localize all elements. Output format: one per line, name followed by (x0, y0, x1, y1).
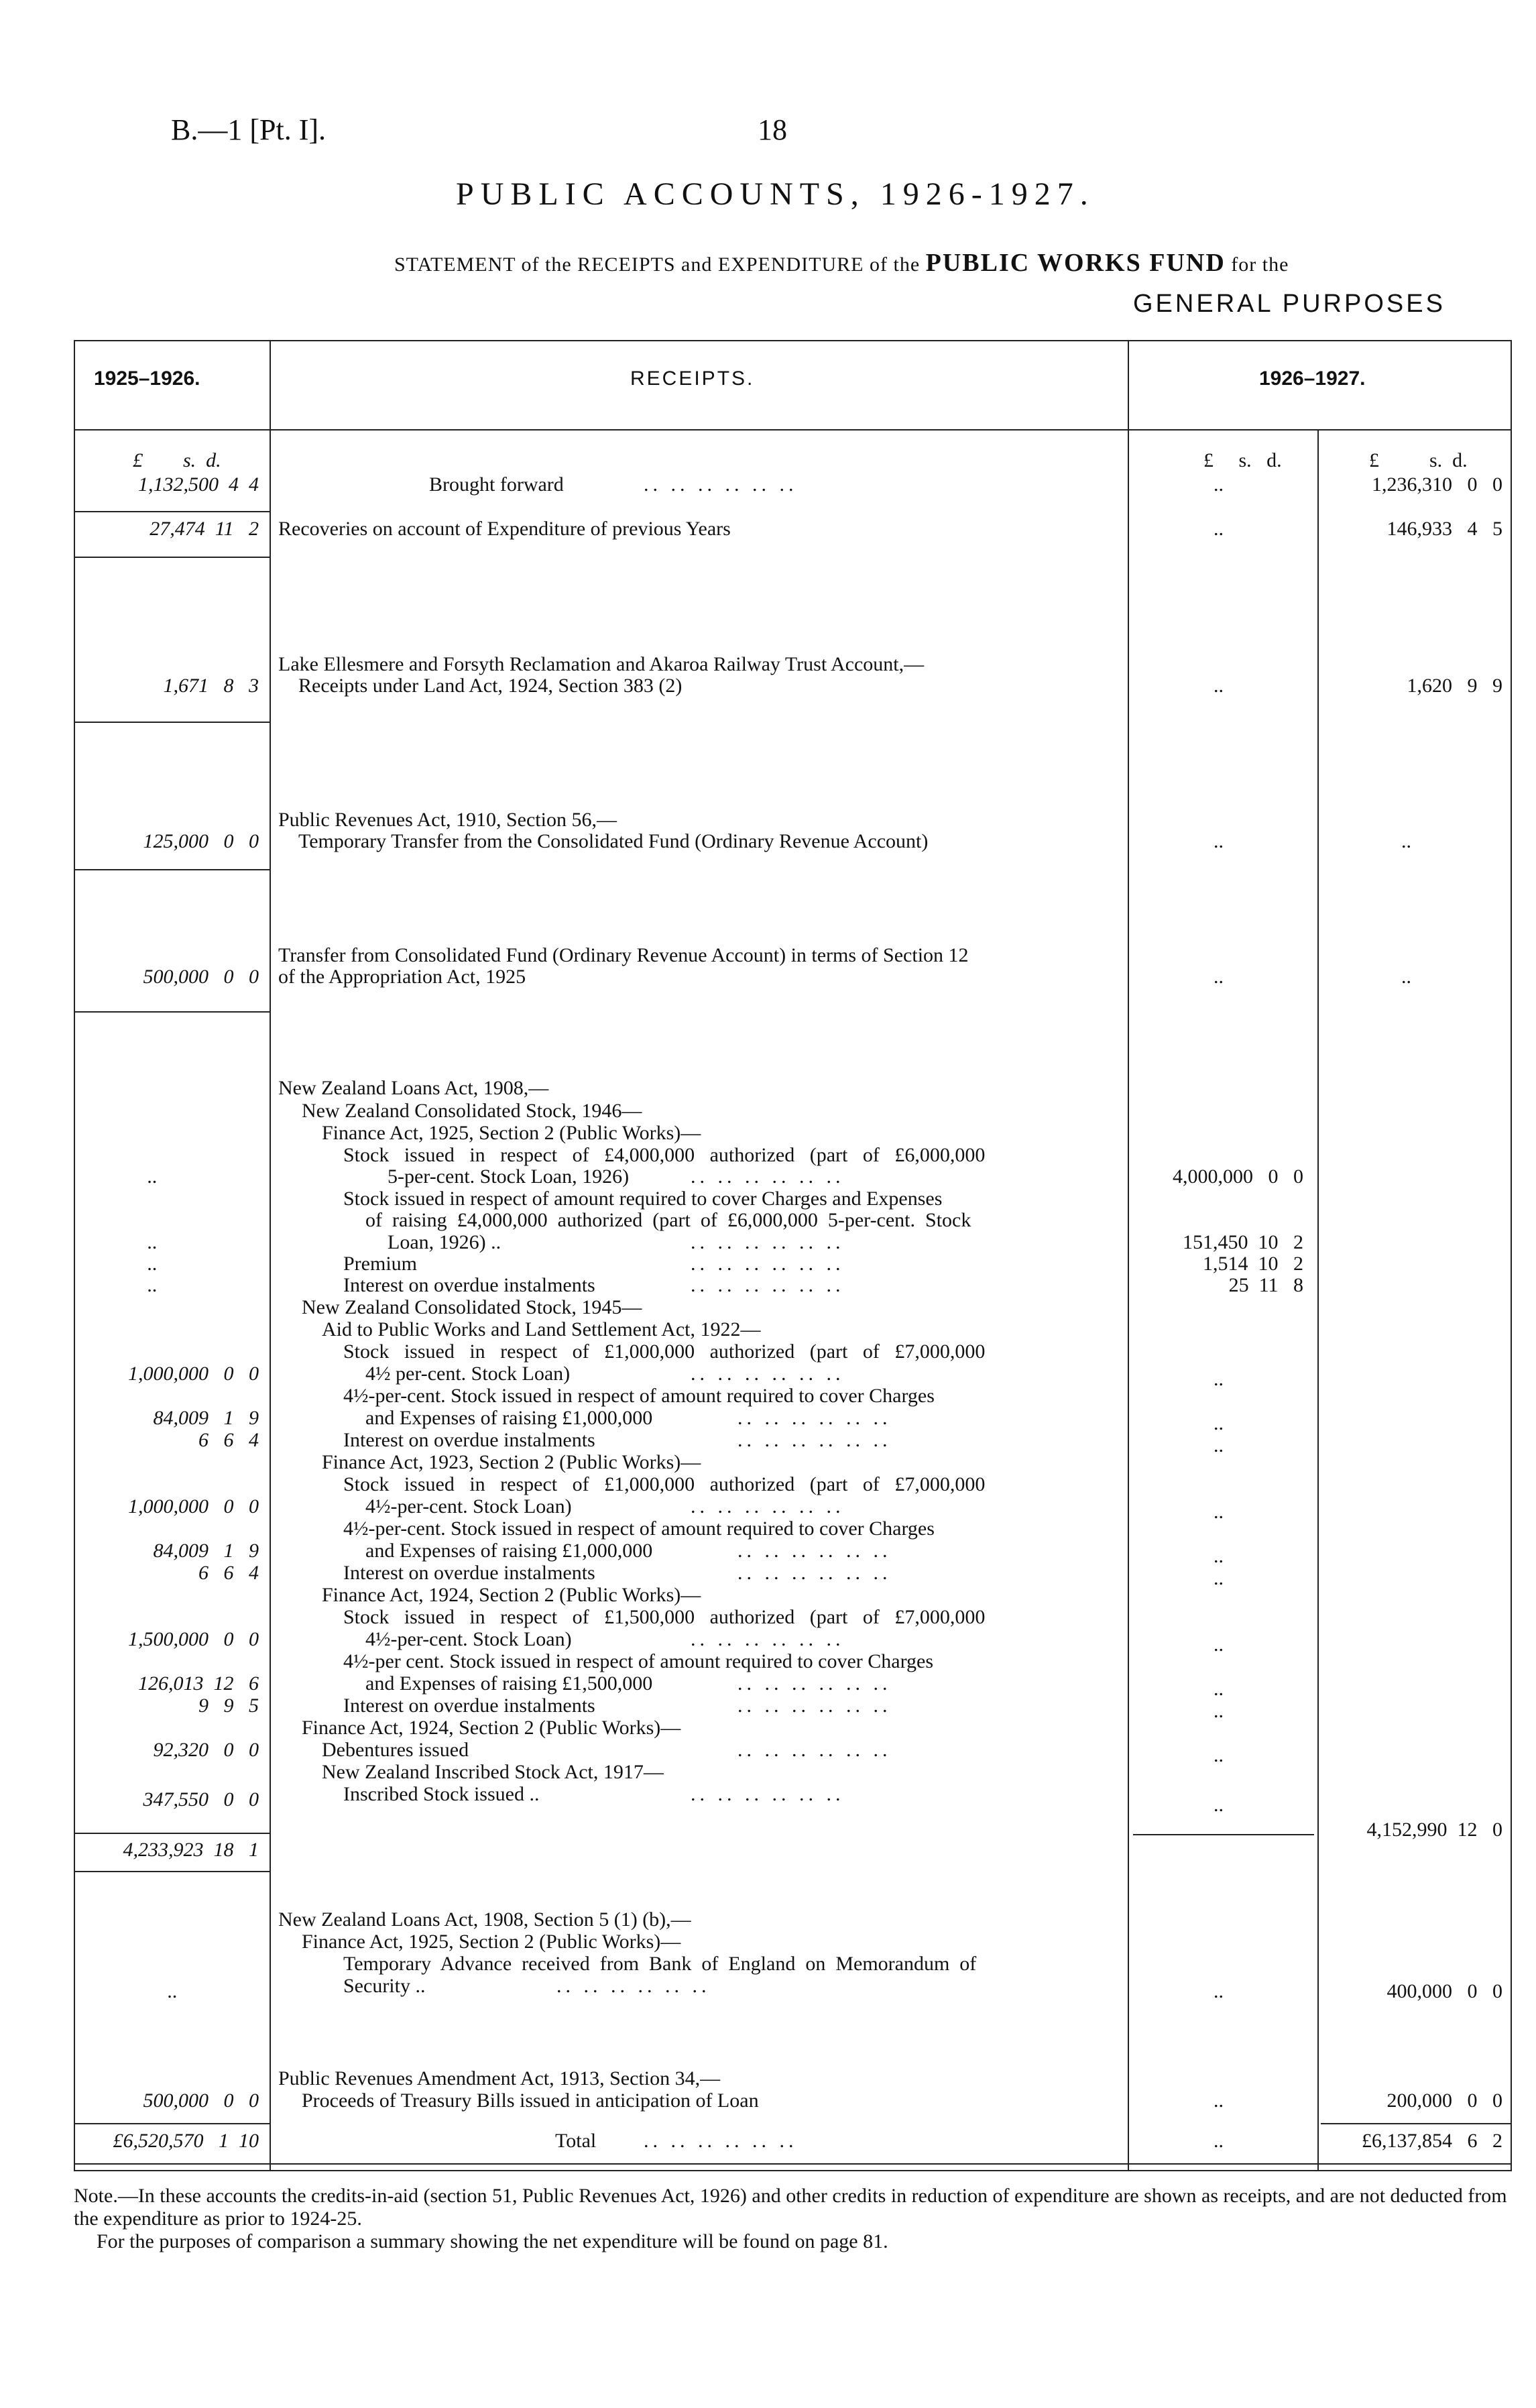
row-label: New Zealand Loans Act, 1908, Section 5 (1) (b),— (278, 1908, 691, 1931)
leader-dots: .. .. .. .. .. .. (691, 1274, 845, 1296)
right-total: £6,137,854 6 2 (1362, 2130, 1502, 2152)
row-label: and Expenses of raising £1,500,000 (365, 1672, 653, 1695)
currency-head-mid: £ s. d. (1203, 449, 1282, 471)
statement-fund: PUBLIC WORKS FUND (925, 249, 1226, 277)
mid-amount: .. (1214, 830, 1224, 852)
prev-amount: 1,500,000 0 0 (128, 1628, 259, 1650)
leader-dots: .. .. .. .. .. .. (691, 1253, 845, 1275)
leader-dots: .. .. .. .. .. .. (644, 473, 798, 496)
footnote (74, 2185, 1515, 2253)
row-label: New Zealand Consolidated Stock, 1945— (302, 1296, 642, 1318)
prev-subtotal: 4,233,923 18 1 (123, 1839, 259, 1861)
row-label: Stock issued in respect of £4,000,000 authorized (part of £6,000,000 (343, 1144, 986, 1166)
row-label: 4½-per-cent. Stock Loan) (365, 1628, 572, 1650)
mid-amount: 1,514 10 2 (1203, 1253, 1303, 1275)
row-label-1: Lake Ellesmere and Forsyth Reclamation and Akaroa Railway Trust Account,— (278, 653, 925, 675)
row-label: Finance Act, 1925, Section 2 (Public Works)— (322, 1122, 701, 1144)
mid-amount: .. (1214, 1794, 1224, 1816)
rule (74, 722, 270, 723)
row-label: Aid to Public Works and Land Settlement Act, 1922— (322, 1318, 761, 1340)
prev-amount: .. (168, 1980, 178, 2002)
mid-amount: .. (1214, 1368, 1224, 1390)
prev-amount: .. (147, 1253, 158, 1275)
leader-dots: .. .. .. .. .. .. (691, 1628, 845, 1650)
statement-post: for the (1231, 253, 1289, 276)
prev-amount: 347,550 0 0 (143, 1788, 259, 1811)
mid-amount: 4,000,000 0 0 (1173, 1165, 1303, 1188)
statement-pre: STATEMENT of the RECEIPTS and EXPENDITURE of the (394, 253, 921, 276)
row-label: Stock issued in respect of £1,000,000 authorized (part of £7,000,000 (343, 1473, 986, 1495)
leader-dots: .. .. .. .. .. .. (737, 1672, 892, 1695)
row-label: Interest on overdue instalments (343, 1562, 595, 1584)
rule (1128, 340, 1129, 2171)
col-head-receipts: RECEIPTS. (630, 367, 755, 390)
rule (1511, 340, 1512, 2171)
mid-amount: .. (1214, 1434, 1224, 1456)
prev-amount: 125,000 0 0 (143, 830, 259, 852)
mid-amount: .. (1214, 966, 1224, 988)
leader-dots: .. .. .. .. .. .. (737, 1739, 892, 1761)
leader-dots: .. .. .. .. .. .. (737, 1429, 892, 1451)
row-label-1: Transfer from Consolidated Fund (Ordinary Revenue Account) in terms of Section 12 (278, 944, 969, 966)
mid-amount: .. (1214, 1744, 1224, 1766)
row-label: New Zealand Inscribed Stock Act, 1917— (322, 1761, 664, 1783)
rule (74, 869, 270, 870)
leader-dots: .. .. .. .. .. .. (737, 1407, 892, 1429)
row-label: 4½-per-cent. Stock issued in respect of amount required to cover Charges (343, 1385, 935, 1407)
prev-amount: .. (147, 1274, 158, 1296)
rule (1317, 429, 1319, 2171)
rule (74, 429, 1512, 431)
footnote-line-1: Note.—In these accounts the credits-in-aid (section 51, Public Revenues Act, 1926) and other credits in reduction of expenditure are shown as receipts, and are not deducted from the expenditure as prior to 1924-25. (74, 2185, 1507, 2230)
mid-amount: 151,450 10 2 (1183, 1231, 1303, 1253)
prev-amount: 126,013 12 6 (138, 1672, 259, 1695)
right-amount: 1,236,310 0 0 (1372, 473, 1502, 496)
row-label: Premium (343, 1253, 417, 1275)
prev-amount: 1,000,000 0 0 (128, 1495, 259, 1517)
row-label: Interest on overdue instalments (343, 1695, 595, 1717)
row-label: 5-per-cent. Stock Loan, 1926) (388, 1165, 630, 1188)
row-label: 4½-per-cent. Stock issued in respect of amount required to cover Charges (343, 1517, 935, 1540)
mid-amount: 25 11 8 (1228, 1274, 1303, 1296)
row-label-2: Temporary Transfer from the Consolidated Fund (Ordinary Revenue Account) (298, 830, 929, 852)
rule (74, 1871, 270, 1872)
leader-dots: .. .. .. .. .. .. (691, 1363, 845, 1385)
mid-amount: .. (1214, 675, 1224, 697)
row-label: Recoveries on account of Expenditure of previous Years (278, 518, 731, 540)
row-label: Temporary Advance received from Bank of England on Memorandum of (343, 1953, 977, 1975)
mid-amount: .. (1214, 1678, 1224, 1700)
mid-amount: .. (1214, 1980, 1224, 2002)
mid-amount: .. (1214, 1412, 1224, 1434)
leader-dots: .. .. .. .. .. .. (691, 1783, 845, 1805)
row-label: Finance Act, 1925, Section 2 (Public Works)— (302, 1931, 681, 1953)
row-label: Inscribed Stock issued .. (343, 1783, 540, 1805)
row-label: 4½ per-cent. Stock Loan) (365, 1363, 571, 1385)
row-label: Stock issued in respect of £1,000,000 authorized (part of £7,000,000 (343, 1340, 986, 1363)
document-ref: B.—1 [Pt. I]. (171, 113, 326, 146)
prev-amount: 6 6 4 (198, 1562, 259, 1584)
col-head-prev-year: 1925–1926. (94, 367, 200, 390)
row-label: Finance Act, 1924, Section 2 (Public Works)— (302, 1717, 681, 1739)
right-amount: 1,620 9 9 (1407, 675, 1502, 697)
rule (74, 340, 1512, 341)
rule (74, 1833, 270, 1834)
mid-amount: .. (1214, 1700, 1224, 1722)
page-number: 18 (758, 113, 787, 146)
rule (74, 340, 75, 2171)
rule (74, 557, 270, 558)
prev-total: £6,520,570 1 10 (113, 2130, 259, 2152)
mid-amount: .. (1214, 1633, 1224, 1656)
right-amount: 200,000 0 0 (1386, 2089, 1502, 2112)
col-head-curr-year: 1926–1927. (1259, 367, 1366, 390)
prev-amount: 84,009 1 9 (153, 1407, 259, 1429)
row-label: Loan, 1926) .. (388, 1231, 501, 1253)
rule (1133, 1834, 1314, 1835)
prev-amount: 92,320 0 0 (153, 1739, 259, 1761)
leader-dots: .. .. .. .. .. .. (556, 1975, 711, 1997)
mid-amount: .. (1214, 1545, 1224, 1567)
row-label: 4½-per-cent. Stock Loan) (365, 1495, 572, 1517)
prev-amount: .. (147, 1231, 158, 1253)
prev-amount: 1,671 8 3 (163, 675, 259, 697)
rule (74, 2170, 1512, 2171)
row-label: Stock issued in respect of £1,500,000 authorized (part of £7,000,000 (343, 1606, 986, 1628)
row-label: Total (555, 2130, 597, 2152)
mid-amount: .. (1214, 2130, 1224, 2152)
leader-dots: .. .. .. .. .. .. (691, 1495, 845, 1517)
row-label: of raising £4,000,000 authorized (part of £6,000,000 5-per-cent. Stock (365, 1209, 971, 1231)
right-amount: 146,933 4 5 (1386, 518, 1502, 540)
purposes-heading: GENERAL PURPOSES (1133, 290, 1445, 318)
rule (1321, 2123, 1511, 2124)
prev-amount: 9 9 5 (198, 1695, 259, 1717)
row-label: Finance Act, 1924, Section 2 (Public Works)— (322, 1584, 701, 1606)
currency-head-left: £ s. d. (133, 449, 221, 471)
row-label: Brought forward (429, 473, 564, 496)
rule (74, 2163, 1512, 2165)
right-amount: 4,152,990 12 0 (1366, 1819, 1502, 1841)
currency-head-right: £ s. d. (1369, 449, 1468, 471)
row-label: New Zealand Loans Act, 1908,— (278, 1077, 549, 1099)
leader-dots: .. .. .. .. .. .. (737, 1695, 892, 1717)
row-label: Stock issued in respect of amount required to cover Charges and Expenses (343, 1188, 943, 1210)
row-label: New Zealand Consolidated Stock, 1946— (302, 1100, 642, 1122)
leader-dots: .. .. .. .. .. .. (644, 2130, 798, 2152)
footnote-line-2: For the purposes of comparison a summary showing the net expenditure will be found on page 81. (97, 2230, 888, 2252)
prev-amount: 27,474 11 2 (150, 518, 259, 540)
mid-amount: .. (1214, 518, 1224, 540)
leader-dots: .. .. .. .. .. .. (737, 1540, 892, 1562)
row-label: Finance Act, 1923, Section 2 (Public Works)— (322, 1451, 701, 1473)
mid-amount: .. (1214, 1501, 1224, 1523)
rule (74, 511, 270, 512)
mid-amount: .. (1214, 473, 1224, 496)
row-label-1: Public Revenues Act, 1910, Section 56,— (278, 809, 617, 831)
row-label: and Expenses of raising £1,000,000 (365, 1407, 653, 1429)
right-amount: .. (1401, 830, 1411, 852)
statement-heading (394, 248, 1289, 278)
rule (270, 340, 271, 2171)
prev-amount: .. (147, 1165, 158, 1188)
right-amount: .. (1401, 966, 1411, 988)
page-title: PUBLIC ACCOUNTS, 1926-1927. (456, 176, 1095, 212)
row-label: and Expenses of raising £1,000,000 (365, 1540, 653, 1562)
row-label: Interest on overdue instalments (343, 1274, 595, 1296)
row-label: Debentures issued (322, 1739, 469, 1761)
row-label-2: Receipts under Land Act, 1924, Section 383 (2) (298, 675, 683, 697)
right-amount: 400,000 0 0 (1386, 1980, 1502, 2002)
prev-amount: 1,000,000 0 0 (128, 1363, 259, 1385)
row-label: Proceeds of Treasury Bills issued in anticipation of Loan (302, 2089, 759, 2112)
row-label: Public Revenues Amendment Act, 1913, Section 34,— (278, 2067, 721, 2089)
rule (74, 2123, 270, 2124)
row-label: Interest on overdue instalments (343, 1429, 595, 1451)
prev-amount: 84,009 1 9 (153, 1540, 259, 1562)
prev-amount: 1,132,500 4 4 (138, 473, 259, 496)
rule (74, 1011, 270, 1013)
leader-dots: .. .. .. .. .. .. (691, 1165, 845, 1188)
mid-amount: .. (1214, 2089, 1224, 2112)
row-label: 4½-per cent. Stock issued in respect of amount required to cover Charges (343, 1650, 934, 1672)
prev-amount: 500,000 0 0 (143, 2089, 259, 2112)
mid-amount: .. (1214, 1567, 1224, 1589)
row-label: Security .. (343, 1975, 426, 1997)
row-label-2: of the Appropriation Act, 1925 (278, 966, 526, 988)
leader-dots: .. .. .. .. .. .. (691, 1231, 845, 1253)
prev-amount: 500,000 0 0 (143, 966, 259, 988)
leader-dots: .. .. .. .. .. .. (737, 1562, 892, 1584)
prev-amount: 6 6 4 (198, 1429, 259, 1451)
